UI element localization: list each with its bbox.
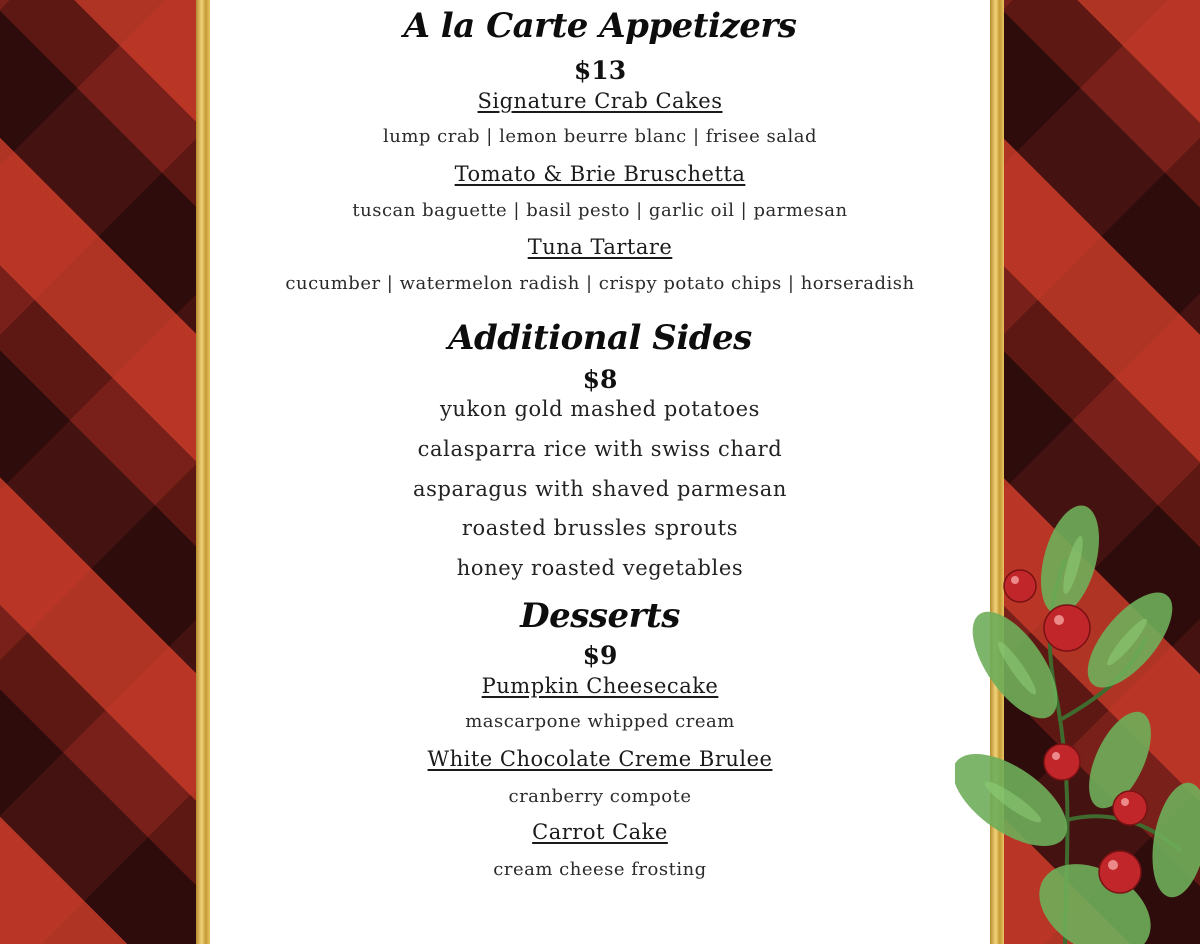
menu-item-name: Tuna Tartare <box>527 235 673 259</box>
menu-item-name: Tomato & Brie Bruschetta <box>454 162 746 186</box>
menu-item-name: Signature Crab Cakes <box>477 89 723 113</box>
side-item: calasparra rice with swiss chard <box>417 437 783 461</box>
menu-item-desc: mascarpone whipped cream <box>465 711 735 732</box>
desserts-heading: Desserts <box>520 596 680 636</box>
menu-item-name: Pumpkin Cheesecake <box>481 674 719 698</box>
side-item: yukon gold mashed potatoes <box>439 397 761 421</box>
menu-item-desc: lump crab | lemon beurre blanc | frisee salad <box>382 126 818 147</box>
menu-item-desc: cream cheese frosting <box>493 859 707 880</box>
gold-frame-left <box>196 0 210 944</box>
menu-item-name: Carrot Cake <box>532 820 668 844</box>
side-item: honey roasted vegetables <box>456 556 744 580</box>
appetizers-price: $13 <box>573 56 627 85</box>
side-item: asparagus with shaved parmesan <box>413 477 787 501</box>
sides-price: $8 <box>582 365 618 394</box>
menu-item-name: White Chocolate Creme Brulee <box>427 747 773 771</box>
plaid-border-left <box>0 0 197 944</box>
side-item: roasted brussles sprouts <box>461 516 739 540</box>
menu-item-desc: cranberry compote <box>508 786 692 807</box>
sides-heading: Additional Sides <box>448 318 752 358</box>
holly-sprig-icon <box>955 490 1200 944</box>
menu-content <box>210 0 990 944</box>
appetizers-heading: A la Carte Appetizers <box>403 6 797 46</box>
menu-item-desc: cucumber | watermelon radish | crispy potato chips | horseradish <box>285 273 915 294</box>
menu-item-desc: tuscan baguette | basil pesto | garlic oil | parmesan <box>352 200 848 221</box>
desserts-price: $9 <box>582 641 618 670</box>
